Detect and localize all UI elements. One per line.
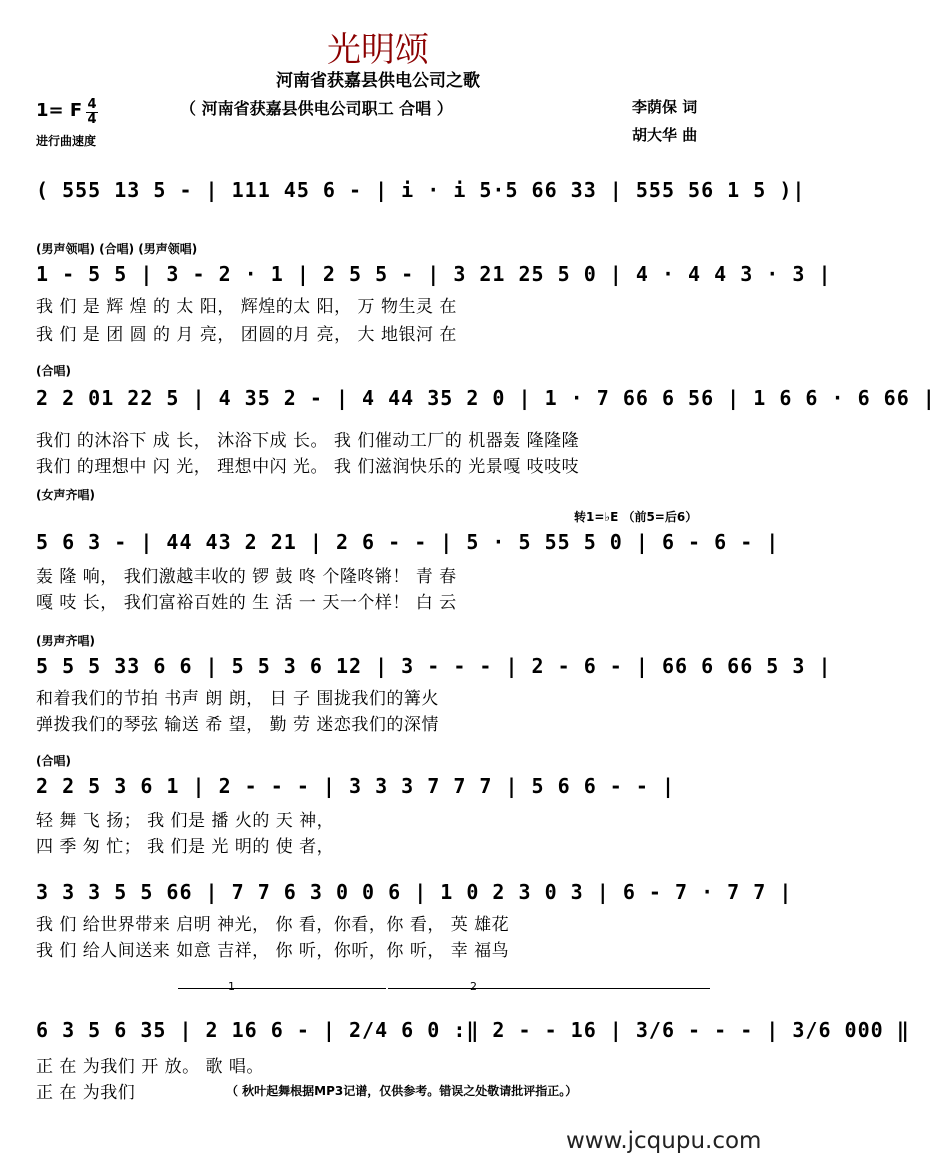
performance-marks-line-3: (女声齐唱) [36,488,95,502]
lyric-verse-1-line-6: 我 们 给世界带来 启明 神光， 你 看，你看，你 看， 英 雄花 [36,915,510,935]
lyric-verse-2-line-7: 正 在 为我们 [36,1083,136,1103]
performance-marks-line-5: (合唱) [36,754,71,768]
notation-line-7: 6 3 5 6 35 | 2 16 6 - | 2/4 6 0 :‖ 2 - - 16 | 3/6 - - - | 3/6 000 ‖ [36,1018,910,1042]
key-change-mark: 转1=♭E （前5=后6） [574,510,698,524]
tempo-marking: 进行曲速度 [36,134,97,148]
lyric-verse-2-line-2: 我们 的理想中 闪 光， 理想中闪 光。 我 们滋润快乐的 光景嘎 吱吱吱 [36,457,580,477]
lyricist-credit: 李荫保 词 [632,98,698,116]
lyric-verse-2-line-4: 弹拨我们的琴弦 输送 希 望， 勤 劳 迷恋我们的深情 [36,715,439,735]
song-subtitle: 河南省获嘉县供电公司之歌 [276,71,480,91]
notation-line-4: 5 5 5 33 6 6 | 5 5 3 6 12 | 3 - - - | 2 - 6 - | 66 6 66 5 3 | [36,654,832,678]
notation-line-1: 1 - 5 5 | 3 - 2 · 1 | 2 5 5 - | 3 21 25 5 0 | 4 · 4 4 3 · 3 | [36,262,832,286]
song-title: 光明颂 [327,30,429,70]
time-signature [86,98,98,127]
lyric-verse-1-line-5: 轻 舞 飞 扬； 我 们是 播 火的 天 神， [36,811,335,831]
time-signature-top: 4 [87,97,97,112]
notation-line-5: 2 2 5 3 6 1 | 2 - - - | 3 3 3 7 7 7 | 5 6 6 - - | [36,774,676,798]
notation-line-6: 3 3 3 5 5 66 | 7 7 6 3 0 0 6 | 1 0 2 3 0 3 | 6 - 7 · 7 7 | [36,880,793,904]
notation-line-2: 2 2 01 22 5 | 4 35 2 - | 4 44 35 2 0 | 1 · 7 66 6 56 | 1 6 6 · 6 66 | [36,386,936,410]
lyric-verse-1-line-4: 和着我们的节拍 书声 朗 朗， 日 子 围拢我们的篝火 [36,689,439,709]
volta-number-2: 2 [470,980,477,993]
volta-bracket-2 [388,988,710,989]
performance-marks-line-1: (男声领唱) (合唱) (男声领唱) [36,242,198,256]
lyric-verse-1-line-1: 我 们 是 辉 煌 的 太 阳， 辉煌的太 阳， 万 物生灵 在 [36,297,457,317]
notation-line-3: 5 6 3 - | 44 43 2 21 | 2 6 - - | 5 · 5 55 5 0 | 6 - 6 - | [36,530,780,554]
lyric-verse-2-line-3: 嘎 吱 长， 我们富裕百姓的 生 活 一 天一个样！ 白 云 [36,593,457,613]
performers-line: （ 河南省获嘉县供电公司职工 合唱 ） [180,99,453,118]
lyric-verse-2-line-1: 我 们 是 团 圆 的 月 亮， 团圆的月 亮， 大 地银河 在 [36,325,457,345]
lyric-verse-1-line-2: 我们 的沐浴下 成 长， 沐浴下成 长。 我 们催动工厂的 机器轰 隆隆隆 [36,431,580,451]
time-signature-bottom: 4 [87,112,97,127]
performance-marks-line-2: (合唱) [36,364,71,378]
site-watermark: www.jcqupu.com [566,1128,762,1154]
performance-marks-line-4: (男声齐唱) [36,634,95,648]
composer-credit: 胡大华 曲 [632,126,698,144]
lyric-verse-2-line-6: 我 们 给人间送来 如意 吉祥， 你 听，你听，你 听， 幸 福鸟 [36,941,510,961]
notation-line-intro: ( 555 13 5 - | 111 45 6 - | i · i 5·5 66 33 | 555 56 1 5 )| [36,178,806,202]
volta-bracket-1 [178,988,386,989]
volta-number-1: 1 [228,980,235,993]
key-signature: 1= F [36,100,83,121]
lyric-verse-1-line-3: 轰 隆 响， 我们激越丰收的 锣 鼓 咚 个隆咚锵！ 青 春 [36,567,457,587]
transcription-note: （ 秋叶起舞根据MP3记谱，仅供参考。错误之处敬请批评指正。） [226,1084,578,1098]
lyric-verse-1-line-7: 正 在 为我们 开 放。 歌 唱。 [36,1057,264,1077]
lyric-verse-2-line-5: 四 季 匆 忙； 我 们是 光 明的 使 者， [36,837,335,857]
